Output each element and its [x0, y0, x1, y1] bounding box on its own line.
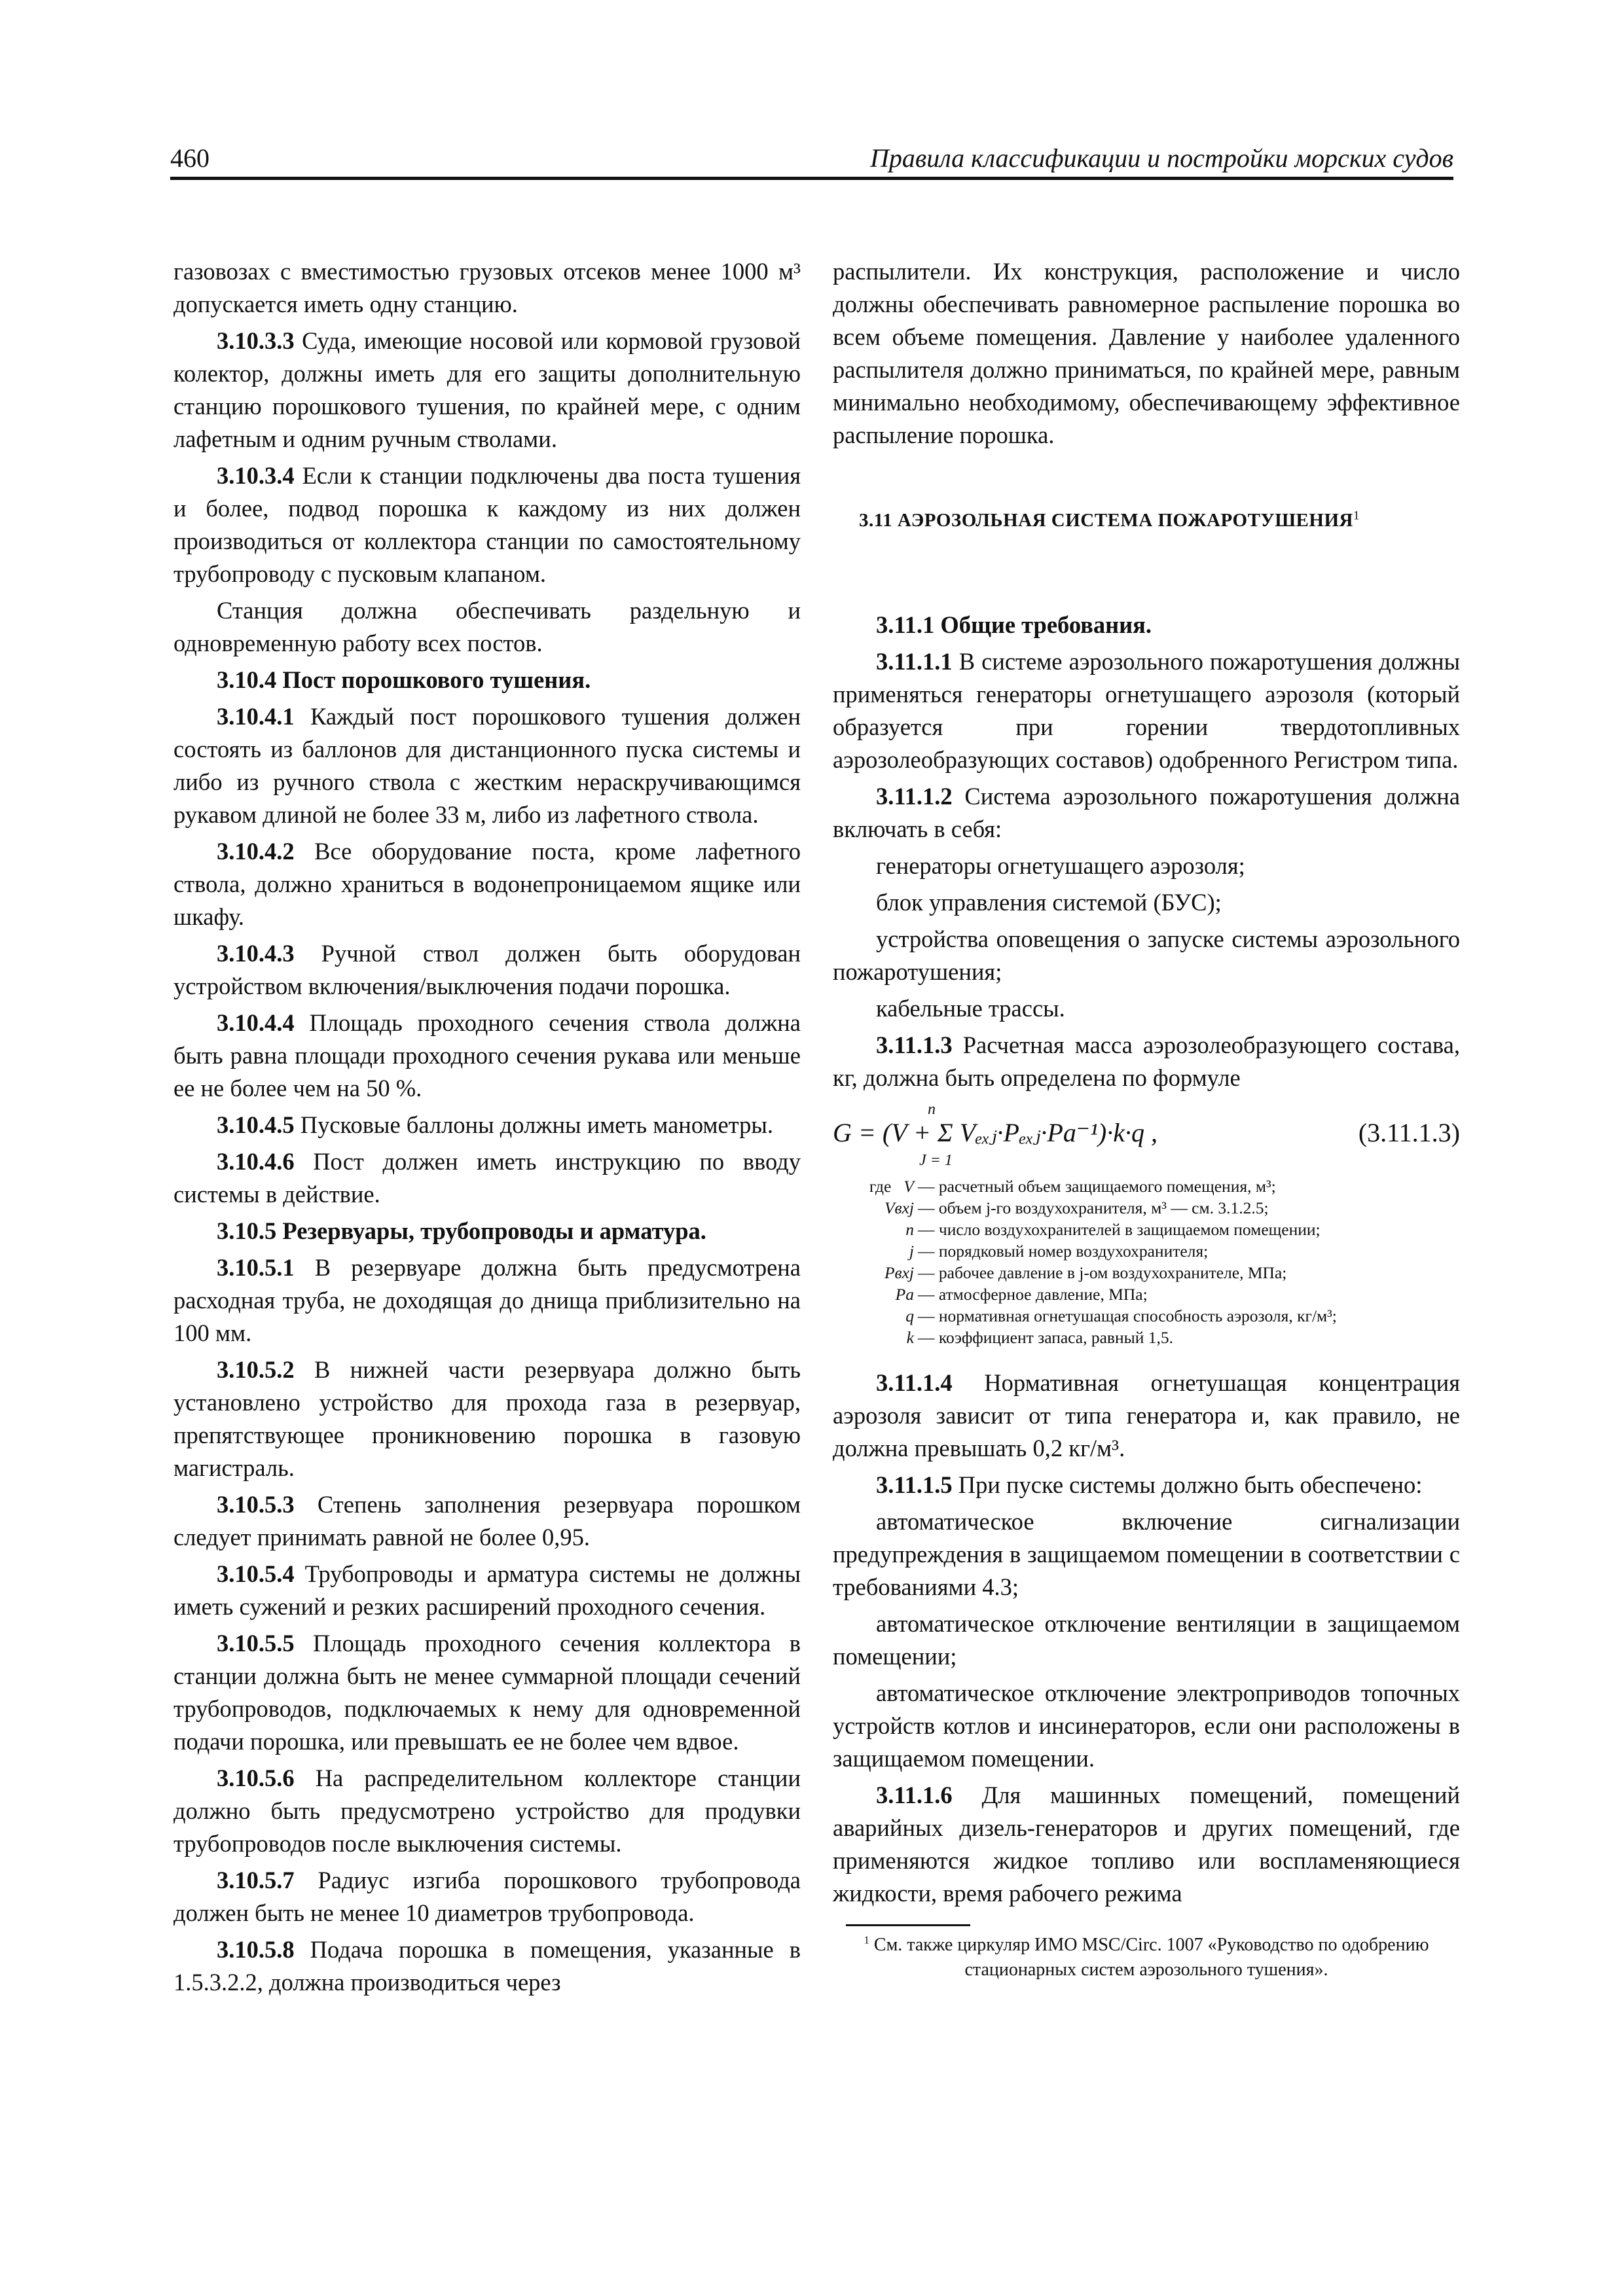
- list-item: устройства оповещения о запуске системы аэрозольного пожаротушения;: [833, 925, 1460, 985]
- clause-number: 3.10.3.3: [217, 327, 295, 354]
- footnote-ref: 1: [1353, 509, 1360, 523]
- footnote-rule: [846, 1924, 970, 1926]
- paragraph: автоматическое отключение вентиляции в защищаемом помещении;: [833, 1610, 1460, 1670]
- paragraph: 3.10.3.3 Суда, имеющие носовой или кормовой грузовой колектор, должны иметь для его защиты дополнительную станцию порошкового тушения, по крайней мере, с одним лафетным и одним ручным стволами.: [173, 327, 801, 452]
- legend-description: — порядковый номер воздухохранителя;: [918, 1242, 1209, 1261]
- subsection-heading: 3.10.4 Пост порошкового тушения.: [217, 666, 591, 693]
- paragraph: 3.10.5.2 В нижней части резервуара должно быть установлено устройство для прохода газа в резервуар, препятствующее проникновению порошка в газовую магистраль.: [173, 1356, 801, 1481]
- legend-description: — число воздухохранителей в защищаемом помещении;: [918, 1220, 1321, 1239]
- paragraph: 3.10.4.5 Пусковые баллоны должны иметь манометры.: [217, 1111, 773, 1138]
- paragraph: 3.10.4.6 Пост должен иметь инструкцию по вводу системы в действие.: [173, 1148, 801, 1208]
- legend-symbol: Pвхj: [884, 1263, 914, 1282]
- subsection-heading: 3.11.1 Общие требования.: [876, 611, 1152, 638]
- paragraph: 3.10.5.4 Трубопроводы и арматура системы не должны иметь сужений и резких расширений проходного сечения.: [173, 1560, 801, 1620]
- paragraph: 3.11.1.1 В системе аэрозольного пожаротушения должны применяться генераторы огнетушащего аэрозоля (который образуется при горении твердотопливных аэрозолеобразующих составов) одобренного Регистром типа.: [833, 648, 1461, 773]
- legend-row: [833, 1240, 1460, 1262]
- clause-number: 3.11.1.2: [876, 783, 953, 810]
- paragraph: 3.10.3.4 Если к станции подключены два поста тушения и более, подвод порошка к каждому из них должен производиться от коллектора станции по самостоятельному трубопроводу с пусковым клапаном.: [173, 462, 801, 587]
- paragraph: 3.11.1.5 При пуске системы должно быть обеспечено:: [876, 1471, 1423, 1498]
- clause-number: 3.10.5.3: [217, 1491, 295, 1518]
- clause-number: 3.11.1.1: [876, 648, 953, 675]
- formula: [833, 1098, 1460, 1169]
- sum-upper-limit: n: [928, 1101, 936, 1118]
- clause-number: 3.10.3.4: [217, 462, 295, 489]
- list-item: кабельные трассы.: [876, 995, 1065, 1022]
- paragraph: 3.10.4.2 Все оборудование поста, кроме лафетного ствола, должно храниться в водонепроницаемом ящике или шкафу.: [173, 838, 801, 930]
- clause-number: 3.10.4.1: [217, 703, 295, 730]
- legend-description: — нормативная огнетушащая способность аэрозоля, кг/м³;: [918, 1306, 1337, 1325]
- legend-row: [833, 1262, 1460, 1283]
- legend-symbol: Vвхj: [884, 1198, 914, 1217]
- legend-row: [833, 1283, 1460, 1305]
- legend-row: [833, 1305, 1460, 1327]
- paragraph: 3.10.5.5 Площадь проходного сечения коллектора в станции должна быть не менее суммарной площади сечений трубопроводов, подключаемых к нему для одновременной подачи порошка, или превышать ее не более чем вдвое.: [173, 1630, 801, 1755]
- legend-symbol: Pa: [895, 1285, 914, 1304]
- legend-symbol: j: [909, 1242, 914, 1261]
- legend-row: [833, 1175, 1460, 1197]
- paragraph: газовозах с вместимостью грузовых отсеков менее 1000 м³ допускается иметь одну станцию.: [173, 258, 801, 317]
- page-header: [170, 143, 1453, 179]
- legend-symbol: где V: [869, 1177, 914, 1196]
- legend-row: [833, 1327, 1460, 1348]
- list-item: генераторы огнетушащего аэрозоля;: [876, 852, 1245, 879]
- clause-number: 3.10.4.6: [217, 1148, 295, 1175]
- header-rule: [170, 177, 1453, 180]
- clause-number: 3.11.1.4: [876, 1369, 953, 1396]
- legend-description: — коэффициент запаса, равный 1,5.: [918, 1328, 1174, 1347]
- clause-number: 3.10.4.2: [217, 838, 295, 865]
- paragraph: 3.10.5.7 Радиус изгиба порошкового трубопровода должен быть не менее 10 диаметров трубопровода.: [173, 1867, 801, 1926]
- formula-number: (3.11.1.3): [1358, 1118, 1460, 1147]
- clause-number: 3.10.4.3: [217, 940, 295, 967]
- paragraph: 3.11.1.3 Расчетная масса аэрозолеобразующего состава, кг, должна быть определена по формуле: [833, 1031, 1460, 1091]
- paragraph: автоматическое отключение электроприводов топочных устройств котлов и инсинераторов, если они расположены в защищаемом помещении.: [833, 1679, 1460, 1772]
- paragraph: 3.10.5.1 В резервуаре должна быть предусмотрена расходная труба, не доходящая до днища приблизительно на 100 мм.: [173, 1254, 801, 1346]
- legend-description: — объем j-го воздухохранителя, м³ — см. 3.1.2.5;: [918, 1198, 1269, 1217]
- clause-number: 3.11.1.5: [876, 1471, 953, 1498]
- legend-symbol: n: [905, 1220, 914, 1239]
- clause-number: 3.11.1.6: [876, 1782, 953, 1808]
- paragraph: Станция должна обеспечивать раздельную и одновременную работу всех постов.: [173, 597, 801, 656]
- running-title: Правила классификации и постройки морских судов: [869, 143, 1453, 173]
- paragraph: 3.10.5.3 Степень заполнения резервуара порошком следует принимать равной не более 0,95.: [173, 1491, 801, 1551]
- clause-number: 3.10.5.6: [217, 1765, 295, 1791]
- paragraph: 3.10.4.3 Ручной ствол должен быть оборудован устройством включения/выключения подачи порошка.: [173, 940, 801, 999]
- list-item: блок управления системой (БУС);: [876, 889, 1222, 916]
- clause-number: 3.10.4.4: [217, 1009, 295, 1036]
- paragraph: автоматическое включение сигнализации предупреждения в защищаемом помещении в соответствии с требованиями 4.3;: [833, 1508, 1460, 1600]
- footnote: $^1$ См. также циркуляр ИМО MSC/Circ. 1007 «Руководство по одобрению стационарных систем аэрозольного тушения».: [864, 1933, 1429, 1980]
- paragraph: распылители. Их конструкция, расположение и число должны обеспечивать равномерное распыление порошка во всем объеме помещения. Давление у наиболее удаленного распылителя должно приниматься, по крайней мере, равным минимально необходимому, обеспечивающему эффективное распыление порошка.: [833, 258, 1460, 448]
- legend-description: — расчетный объем защищаемого помещения, м³;: [918, 1177, 1276, 1196]
- paragraph: 3.10.5.8 Подача порошка в помещения, указанные в 1.5.3.2.2, должна производиться через: [173, 1936, 801, 1996]
- sum-lower-limit: J = 1: [919, 1152, 953, 1169]
- formula-legend: [833, 1175, 1460, 1348]
- paragraph: 3.10.5.6 На распределительном коллекторе станции должно быть предусмотрено устройство для продувки трубопроводов после выключения системы.: [173, 1765, 801, 1857]
- right-column: [833, 255, 1460, 1982]
- left-column: [173, 255, 801, 2003]
- clause-number: 3.10.5.2: [217, 1356, 295, 1383]
- legend-symbol: q: [905, 1306, 914, 1325]
- clause-number: 3.10.4.5: [217, 1111, 295, 1138]
- legend-description: — рабочее давление в j-ом воздухохранителе, МПа;: [918, 1263, 1287, 1282]
- legend-description: — атмосферное давление, МПа;: [918, 1285, 1148, 1304]
- legend-symbol: k: [906, 1328, 914, 1347]
- paragraph: 3.11.1.4 Нормативная огнетушащая концентрация аэрозоля зависит от типа генератора и, как правило, не должна превышать 0,2 кг/м³.: [833, 1369, 1460, 1462]
- formula-expression: G = (V + Σ Vₑₓⱼ·Pₑₓⱼ·Pa⁻¹)·k·q ,: [833, 1118, 1158, 1147]
- clause-number: 3.11.1.3: [876, 1031, 953, 1058]
- clause-number: 3.10.5.7: [217, 1867, 295, 1893]
- legend-row: [833, 1197, 1460, 1219]
- paragraph: 3.10.4.4 Площадь проходного сечения ствола должна быть равна площади проходного сечения рукава или меньше ее не более чем на 50 %.: [173, 1009, 801, 1102]
- clause-number: 3.10.5.1: [217, 1254, 295, 1281]
- clause-number: 3.10.5.5: [217, 1630, 295, 1657]
- clause-number: 3.10.5.8: [217, 1936, 295, 1963]
- legend-row: [833, 1219, 1460, 1240]
- section-title: 3.11 АЭРОЗОЛЬНАЯ СИСТЕМА ПОЖАРОТУШЕНИЯ$^1$: [859, 509, 1360, 531]
- clause-number: 3.10.5.4: [217, 1560, 295, 1587]
- page-number: 460: [170, 143, 210, 173]
- paragraph: 3.10.4.1 Каждый пост порошкового тушения должен состоять из баллонов для дистанционного пуска системы и либо из ручного ствола с жестким нераскручивающимся рукавом длиной не более 33 м, либо из лафетного ствола.: [173, 703, 801, 828]
- paragraph: 3.11.1.2 Система аэрозольного пожаротушения должна включать в себя:: [833, 783, 1460, 842]
- footnote-mark: 1: [864, 1933, 869, 1946]
- subsection-heading: 3.10.5 Резервуары, трубопроводы и арматура.: [217, 1217, 706, 1244]
- paragraph: 3.11.1.6 Для машинных помещений, помещений аварийных дизель-генераторов и других помещений, где применяются жидкое топливо или воспламеняющиеся жидкости, время рабочего режима: [833, 1782, 1461, 1907]
